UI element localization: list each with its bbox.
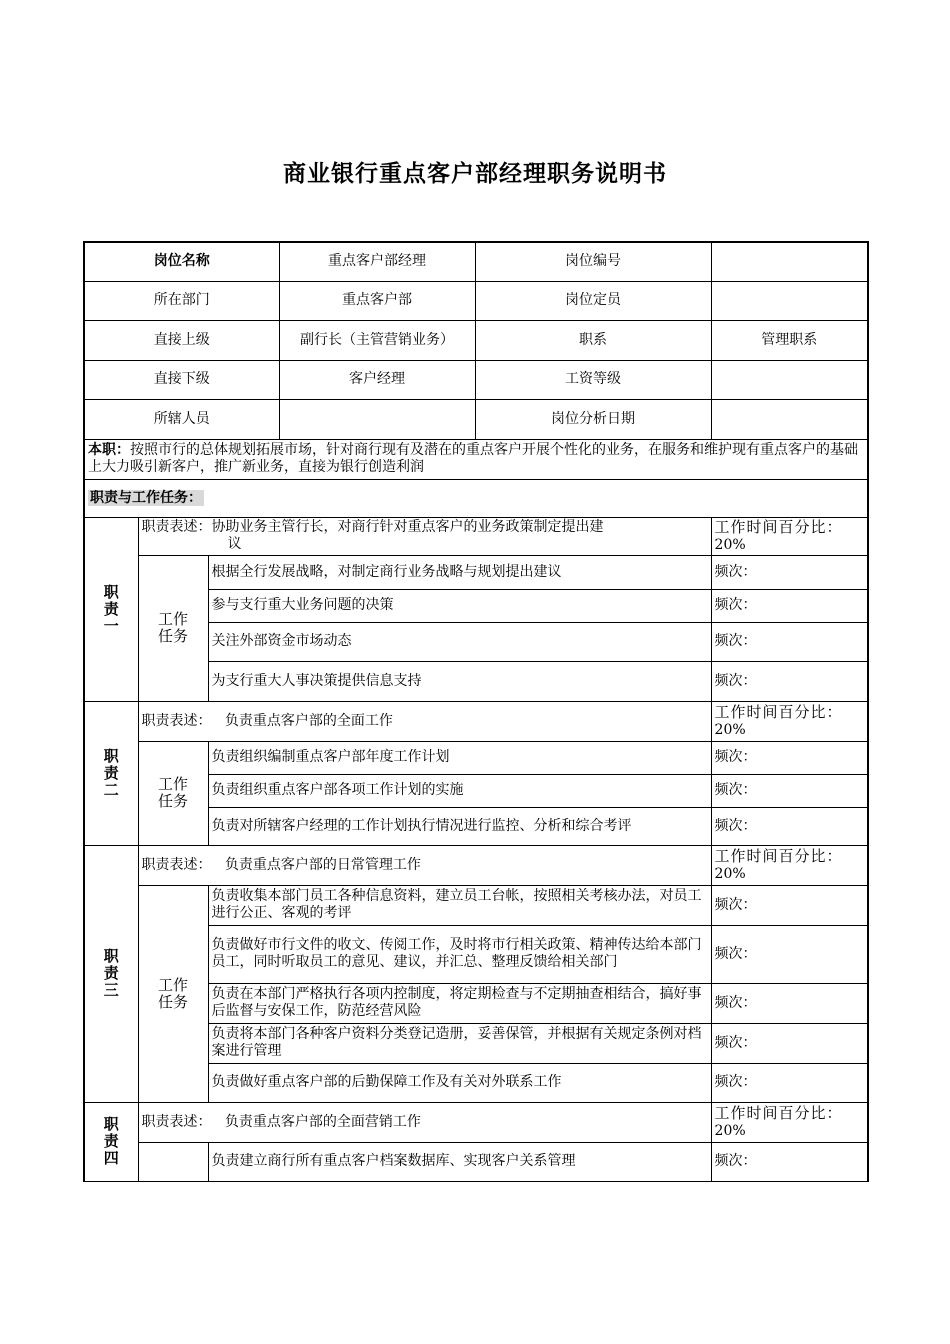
info-row — [84, 360, 868, 399]
task-item: 负责组织重点客户部各项工作计划的实施 — [208, 774, 711, 807]
task-item: 负责组织编制重点客户部年度工作计划 — [208, 741, 711, 774]
task-item: 负责建立商行所有重点客户档案数据库、实现客户关系管理 — [208, 1142, 711, 1181]
frequency: 频次： — [711, 555, 868, 589]
info-row — [84, 281, 868, 320]
duty-label: 职责四 — [84, 1102, 138, 1181]
frequency: 频次： — [711, 774, 868, 807]
task-label — [138, 1142, 208, 1181]
frequency: 频次： — [711, 885, 868, 925]
info-label: 岗位定员 — [475, 281, 711, 320]
frequency: 频次： — [711, 622, 868, 661]
info-label: 岗位名称 — [84, 242, 279, 281]
page-title: 商业银行重点客户部经理职务说明书 — [283, 161, 667, 187]
summary-label: 本职： — [88, 442, 130, 458]
task-item: 参与支行重大业务问题的决策 — [208, 589, 711, 622]
frequency: 频次： — [711, 661, 868, 701]
info-row — [84, 320, 868, 360]
duty-label: 职责一 — [84, 517, 138, 701]
duty-statement: 职责表述： 负责重点客户部的日常管理工作 — [138, 845, 711, 885]
summary-row — [84, 439, 868, 479]
info-value: 客户经理 — [279, 360, 475, 399]
task-item: 负责收集本部门员工各种信息资料，建立员工台帐，按照相关考核办法，对员工进行公正、客观的考评 — [208, 885, 711, 925]
info-label: 直接上级 — [84, 320, 279, 360]
duty-statement-row — [84, 845, 868, 885]
duty-statement-row — [84, 701, 868, 741]
info-label: 所在部门 — [84, 281, 279, 320]
info-value: 重点客户部 — [279, 281, 475, 320]
info-value — [711, 242, 868, 281]
info-label: 所辖人员 — [84, 399, 279, 439]
duty-statement: 职责表述：协助业务主管行长，对商行针对重点客户的业务政策制定提出建 议 — [138, 517, 711, 555]
task-item: 负责在本部门严格执行各项内控制度，将定期检查与不定期抽查相结合，搞好事后监督与安保工作，防范经营风险 — [208, 983, 711, 1023]
summary-text: 按照市行的总体规划拓展市场，针对商行现有及潜在的重点客户开展个性化的业务，在服务和维护现有重点客户的基础上大力吸引新客户，推广新业务，直接为银行创造利润 — [88, 442, 858, 475]
task-item: 为支行重大人事决策提供信息支持 — [208, 661, 711, 701]
task-item: 负责做好市行文件的收文、传阅工作，及时将市行相关政策、精神传达给本部门员工，同时听取员工的意见、建议，并汇总、整理反馈给相关部门 — [208, 925, 711, 983]
task-item: 负责做好重点客户部的后勤保障工作及有关对外联系工作 — [208, 1063, 711, 1102]
frequency: 频次： — [711, 807, 868, 845]
duty-label: 职责三 — [84, 845, 138, 1102]
task-row — [84, 885, 868, 925]
info-label: 岗位编号 — [475, 242, 711, 281]
info-label: 直接下级 — [84, 360, 279, 399]
info-value — [279, 399, 475, 439]
info-value: 副行长（主管营销业务） — [279, 320, 475, 360]
info-value — [711, 281, 868, 320]
info-label: 岗位分析日期 — [475, 399, 711, 439]
duty-statement-row — [84, 1102, 868, 1142]
info-value — [711, 399, 868, 439]
frequency: 频次： — [711, 983, 868, 1023]
frequency: 频次： — [711, 1142, 868, 1181]
task-row — [84, 741, 868, 774]
summary-cell — [84, 439, 868, 479]
task-item: 根据全行发展战略，对制定商行业务战略与规划提出建议 — [208, 555, 711, 589]
task-item: 关注外部资金市场动态 — [208, 622, 711, 661]
task-label: 工作任务 — [138, 741, 208, 845]
duties-header-row — [84, 479, 868, 517]
duty-statement: 职责表述： 负责重点客户部的全面营销工作 — [138, 1102, 711, 1142]
info-row — [84, 242, 868, 281]
time-percent: 工作时间百分比： 20% — [711, 1102, 868, 1142]
duty-label: 职责二 — [84, 701, 138, 845]
task-label: 工作任务 — [138, 555, 208, 701]
info-value: 重点客户部经理 — [279, 242, 475, 281]
frequency: 频次： — [711, 925, 868, 983]
task-item: 负责对所辖客户经理的工作计划执行情况进行监控、分析和综合考评 — [208, 807, 711, 845]
time-percent: 工作时间百分比： 20% — [711, 517, 868, 555]
info-value — [711, 360, 868, 399]
duties-header: 职责与工作任务： — [84, 479, 868, 517]
task-label: 工作任务 — [138, 885, 208, 1102]
task-row — [84, 555, 868, 589]
duty-statement-row — [84, 517, 868, 555]
frequency: 频次： — [711, 741, 868, 774]
duty-statement: 职责表述： 负责重点客户部的全面工作 — [138, 701, 711, 741]
info-label: 工资等级 — [475, 360, 711, 399]
time-percent: 工作时间百分比： 20% — [711, 845, 868, 885]
info-row — [84, 399, 868, 439]
frequency: 频次： — [711, 1023, 868, 1063]
task-item: 负责将本部门各种客户资料分类登记造册，妥善保管，并根据有关规定条例对档案进行管理 — [208, 1023, 711, 1063]
frequency: 频次： — [711, 589, 868, 622]
frequency: 频次： — [711, 1063, 868, 1102]
task-row — [84, 1142, 868, 1181]
time-percent: 工作时间百分比： 20% — [711, 701, 868, 741]
job-description-table — [83, 241, 869, 1182]
info-label: 职系 — [475, 320, 711, 360]
info-value: 管理职系 — [711, 320, 868, 360]
